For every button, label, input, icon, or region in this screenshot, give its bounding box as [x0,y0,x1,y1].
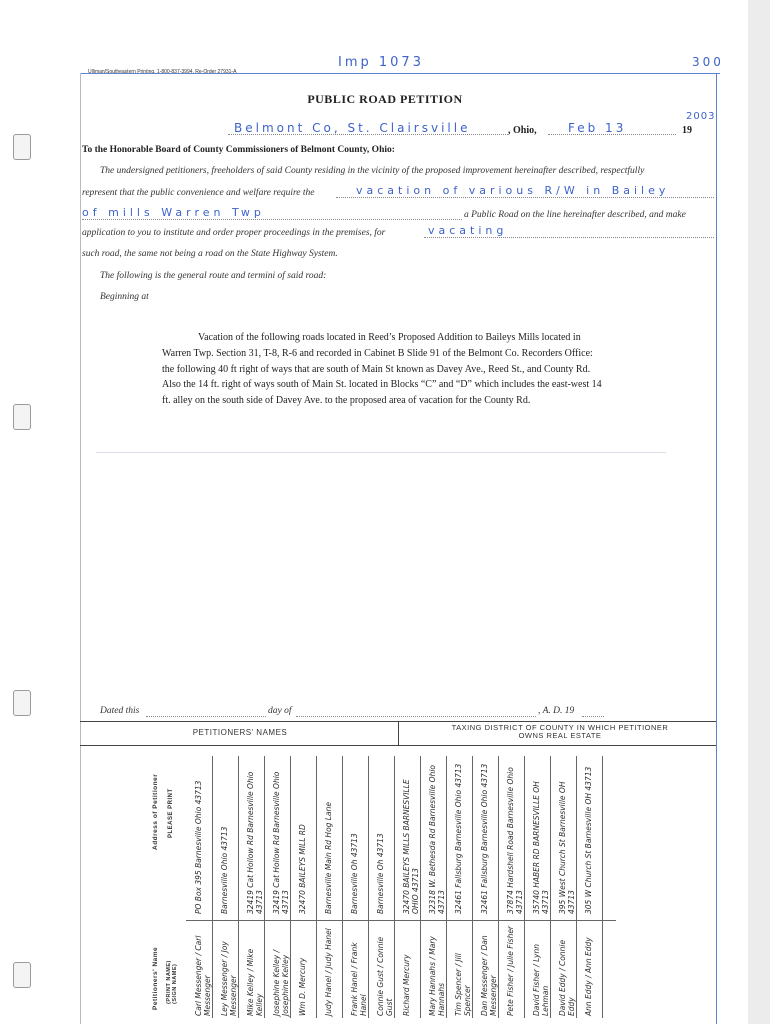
scan-edge-strip [748,0,770,1024]
petitioner-name: David Fisher / Lynn Lehman [532,944,550,1016]
petitioner-address: Barnesville Ohio 43713 [220,826,229,914]
right-rule [716,73,717,1024]
table-row-divider [576,756,577,1018]
route-line: The following is the general route and termini of said road: [100,271,327,281]
taxing-district-header: TAXING DISTRICT OF COUNTY IN WHICH PETITIONER OWNS REAL ESTATE [451,723,669,740]
petition-text-2: represent that the public convenience and welfare require the [82,188,315,198]
petitioner-address: Barnesville Main Rd Hog Lane [324,802,333,914]
page-number: 300 [692,55,724,69]
address-column-header: Address of Petitioner [152,773,159,850]
table-row-divider [264,756,265,1018]
petitioner-address: 32419 Cat Hollow Rd Barnesville Ohio 43713 [246,771,264,914]
purpose-handwriting: vacation of various R/W in Bailey [356,184,670,197]
table-row-divider [602,756,603,1018]
county-line-handwriting: Belmont Co, St. Clairsville [234,121,471,135]
table-row-divider [498,756,499,1018]
petitioner-name: Dan Messenger / Dan Messenger [480,935,498,1016]
petitioner-address: 32419 Cat Hollow Rd Barnesville Ohio 43713 [272,771,290,914]
petitioner-address: PO Box 395 Barnesville Ohio 43713 [194,780,203,914]
petitioner-name: Tim Spencer / Jill Spencer [454,953,472,1016]
petitioner-address: 32461 Fallsburg Barnesville Ohio 43713 [454,763,463,914]
month-line [296,716,536,717]
typed-road-description: Vacation of the following roads located in Reed’s Proposed Addition to Baileys Mills located in Warren Twp. Section 31, T-8, R-6 and recorded in Cabinet B Slide 91 of the Belmont Co. Recorders Office: the following 40 ft right of ways that are south of Main St known as Davey Ave., Reed St., and County Rd. Also the 14 ft. right of ways south of Main St. located in Blocks “C” and “D” which includes the east-west 14 ft. alley on the south side of Davey Ave. to the proposed area of vacation for the County Rd. [162,332,602,407]
petitioner-name: Mary Hannahs / Mary Hannahs [428,936,446,1016]
year-line [582,716,604,717]
for-handwriting: vacating [428,224,508,237]
table-row-divider [368,756,369,1018]
petitioner-address: 395 West Church St Barnesville OH 43713 [558,781,576,914]
petitioner-address: Barnesville Oh 43713 [350,833,359,914]
name-column-header: Petitioners' Name [152,946,159,1010]
table-header-bottom-rule [80,745,716,746]
petitioners-names-header: PETITIONERS' NAMES [192,728,288,737]
petition-text-5: such road, the same not being a road on the State Highway System. [82,249,338,259]
location-handwriting: of mills Warren Twp [82,206,265,219]
table-row-divider [524,756,525,1018]
table-row-divider [550,756,551,1018]
petitioner-name: Ann Eddy / Ann Eddy [584,937,593,1016]
year-handwriting: 2003 [686,111,716,122]
petitioner-address: Barnesville Oh 43713 [376,833,385,914]
address-name-divider [186,920,616,921]
petitioner-name: Richard Mercury [402,954,411,1016]
beginning-at: Beginning at [100,292,149,302]
petitioner-address: 32318 W. Bethesda Rd Barnesville Ohio 43713 [428,764,446,914]
petitioner-name: David Eddy / Connie Eddy [558,939,576,1016]
petitioner-name: Connie Gust / Connie Gust [376,936,394,1016]
petitioner-name: Wm D. Mercury [298,957,307,1016]
punch-hole [13,690,31,716]
name-column-subheader: (PRINT NAME) (SIGN NAME) [166,960,178,1004]
year-prefix: 19 [682,125,692,136]
table-row-divider [342,756,343,1018]
for-line [424,237,714,238]
table-row-divider [212,756,213,1018]
petitioner-name: Josephine Kelley / Josephine Kelley [272,949,290,1016]
table-row-divider [238,756,239,1018]
table-row-divider [316,756,317,1018]
left-rule [80,73,81,1024]
dated-label: Dated this [100,706,140,716]
petitioner-name: Mike Kelley / Mike Kelley [246,948,264,1016]
blank-line [96,452,666,453]
petitioner-name: Frank Hanel / Frank Hanel [350,942,368,1016]
petition-text-3: a Public Road on the line hereinafter described, and make [464,210,686,220]
top-rule [80,73,720,74]
petitioner-address: 35740 HABER RD BARNESVILLE OH 43713 [532,781,550,914]
ad-label: , A. D. 19 [538,706,575,716]
petitioner-name: Judy Hanel / Judy Hanel [324,928,333,1016]
dated-line [146,716,266,717]
date-handwriting: Feb 13 [568,121,627,135]
table-header-divider [398,721,399,745]
address-column-subheader: PLEASE PRINT [168,788,174,838]
petitioner-address: 32470 BAILEYS MILLS BARNESVILLE OHIO 43713 [402,779,420,914]
petitioner-address: 32470 BAILEYS MILL RD [298,824,307,914]
location-line [82,219,462,220]
punch-hole [13,134,31,160]
petitioner-name: Carl Messenger / Carl Messenger [194,935,212,1016]
punch-hole [13,962,31,988]
table-row-divider [420,756,421,1018]
purpose-line [336,197,714,198]
petitioner-name: Pete Fisher / Julie Fisher [506,925,515,1016]
petition-text-4: application to you to institute and order proper proceedings in the premises, for [82,228,386,238]
petition-text-1: The undersigned petitioners, freeholders of said County residing in the vicinity of the proposed improvement hereinafter described, respectfully [100,166,645,176]
table-row-divider [446,756,447,1018]
salutation: To the Honorable Board of County Commissioners of Belmont County, Ohio: [82,145,395,155]
table-row-divider [290,756,291,1018]
ohio-label: , Ohio, [508,125,537,136]
printer-line: Ulliman/Southeastern Printing, 1-800-837-3994, Re-Order 27931-A [88,69,237,75]
petitioner-address: 305 W Church St Barnesville OH 43713 [584,766,593,914]
punch-hole [13,404,31,430]
petitioner-address: 32461 Fallsburg Barnesville Ohio 43713 [480,763,489,914]
table-row-divider [472,756,473,1018]
petitioner-address: 37874 Hardshell Road Barnesville Ohio 43713 [506,767,524,914]
stamp-number: Imp 1073 [338,55,424,70]
form-title: PUBLIC ROAD PETITION [307,92,463,106]
table-row-divider [394,756,395,1018]
day-of-label: day of [268,706,292,716]
petitioner-name: Ley Messenger / Joy Messenger [220,941,238,1016]
